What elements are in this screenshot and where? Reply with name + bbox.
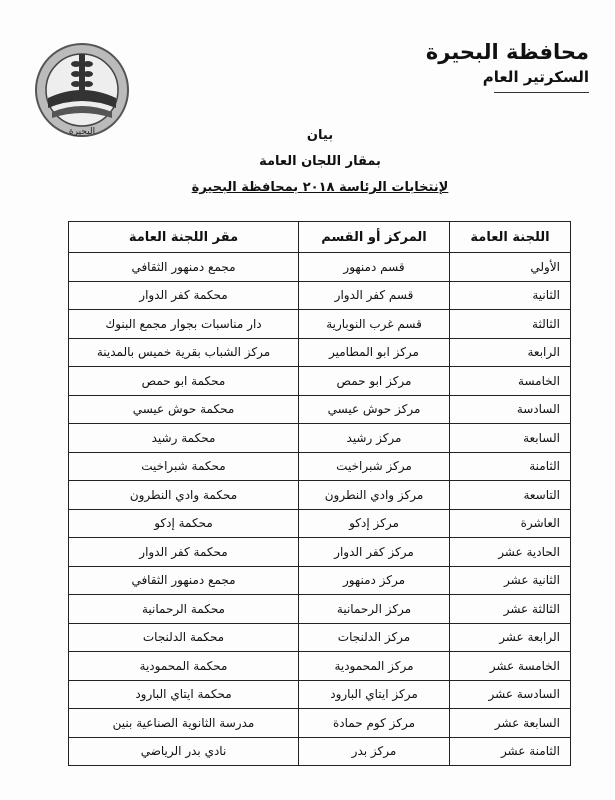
committee-cell: الرابعة عشر bbox=[450, 623, 571, 652]
location-cell: محكمة المحمودية bbox=[69, 652, 299, 681]
location-cell: محكمة ابو حمص bbox=[69, 367, 299, 396]
table-row bbox=[69, 595, 571, 624]
location-cell: نادي بدر الرياضي bbox=[69, 737, 299, 766]
location-cell: دار مناسبات بجوار مجمع البنوك bbox=[69, 310, 299, 339]
location-cell: مدرسة الثانوية الصناعية بنين bbox=[69, 709, 299, 738]
header-district: المركز أو القسم bbox=[299, 222, 450, 253]
table-row bbox=[69, 680, 571, 709]
location-cell: محكمة حوش عيسي bbox=[69, 395, 299, 424]
committee-cell: السابعة bbox=[450, 424, 571, 453]
table-row bbox=[69, 623, 571, 652]
location-cell: محكمة إدكو bbox=[69, 509, 299, 538]
location-cell: مجمع دمنهور الثقافي bbox=[69, 253, 299, 282]
table-row bbox=[69, 481, 571, 510]
location-cell: محكمة ايتاي البارود bbox=[69, 680, 299, 709]
location-cell: محكمة الدلنجات bbox=[69, 623, 299, 652]
committee-cell: الثالثة bbox=[450, 310, 571, 339]
table-row bbox=[69, 338, 571, 367]
table-body bbox=[69, 253, 571, 766]
committee-cell: السابعة عشر bbox=[450, 709, 571, 738]
district-cell: مركز كفر الدوار bbox=[299, 538, 450, 567]
table-row bbox=[69, 538, 571, 567]
location-cell: محكمة رشيد bbox=[69, 424, 299, 453]
committee-cell: السادسة عشر bbox=[450, 680, 571, 709]
location-cell: محكمة الرحمانية bbox=[69, 595, 299, 624]
district-cell: مركز إدكو bbox=[299, 509, 450, 538]
district-cell: مركز المحمودية bbox=[299, 652, 450, 681]
table-row bbox=[69, 452, 571, 481]
title-line-3: لإنتخابات الرئاسة ٢٠١٨ بمحافظة البحيرة bbox=[191, 180, 449, 195]
committee-cell: الثامنة bbox=[450, 452, 571, 481]
table-row bbox=[69, 566, 571, 595]
committee-cell: الأولي bbox=[450, 253, 571, 282]
location-cell: مجمع دمنهور الثقافي bbox=[69, 566, 299, 595]
governorate-name: محافظة البحيرة bbox=[425, 40, 589, 64]
district-cell: مركز شبراخيت bbox=[299, 452, 450, 481]
district-cell: مركز وادي النطرون bbox=[299, 481, 450, 510]
secretary-title: السكرتير العام bbox=[482, 68, 589, 86]
district-cell: مركز بدر bbox=[299, 737, 450, 766]
header-rule bbox=[494, 92, 589, 93]
committee-cell: الثانية bbox=[450, 281, 571, 310]
district-cell: قسم دمنهور bbox=[299, 253, 450, 282]
district-cell: مركز حوش عيسي bbox=[299, 395, 450, 424]
table-header-row bbox=[69, 222, 571, 253]
table-row bbox=[69, 737, 571, 766]
district-cell: قسم كفر الدوار bbox=[299, 281, 450, 310]
table-row bbox=[69, 509, 571, 538]
district-cell: مركز الرحمانية bbox=[299, 595, 450, 624]
header-location: مقر اللجنة العامة bbox=[69, 222, 299, 253]
location-cell: محكمة كفر الدوار bbox=[69, 538, 299, 567]
table-row bbox=[69, 709, 571, 738]
table-row bbox=[69, 253, 571, 282]
committee-cell: الثانية عشر bbox=[450, 566, 571, 595]
district-cell: مركز رشيد bbox=[299, 424, 450, 453]
table-row bbox=[69, 652, 571, 681]
committee-cell: الرابعة bbox=[450, 338, 571, 367]
location-cell: محكمة وادي النطرون bbox=[69, 481, 299, 510]
document-titles bbox=[160, 128, 480, 206]
committee-cell: السادسة bbox=[450, 395, 571, 424]
location-cell: مركز الشباب بقرية خميس بالمدينة bbox=[69, 338, 299, 367]
header-committee: اللجنة العامة bbox=[450, 222, 571, 253]
committees-table bbox=[68, 221, 571, 766]
table-row bbox=[69, 281, 571, 310]
district-cell: مركز ابو حمص bbox=[299, 367, 450, 396]
table-row bbox=[69, 395, 571, 424]
title-line-1: بيان bbox=[306, 128, 334, 143]
committee-cell: الخامسة عشر bbox=[450, 652, 571, 681]
committee-cell: الحادية عشر bbox=[450, 538, 571, 567]
logo-text: البحيرة bbox=[68, 127, 96, 137]
district-cell: مركز الدلنجات bbox=[299, 623, 450, 652]
committee-cell: الثامنة عشر bbox=[450, 737, 571, 766]
district-cell: مركز دمنهور bbox=[299, 566, 450, 595]
committee-cell: العاشرة bbox=[450, 509, 571, 538]
title-line-2: بمقار اللجان العامة bbox=[259, 154, 381, 169]
location-cell: محكمة كفر الدوار bbox=[69, 281, 299, 310]
location-cell: محكمة شبراخيت bbox=[69, 452, 299, 481]
committee-cell: الثالثة عشر bbox=[450, 595, 571, 624]
district-cell: مركز كوم حمادة bbox=[299, 709, 450, 738]
district-cell: مركز ابو المطامير bbox=[299, 338, 450, 367]
district-cell: مركز ايتاي البارود bbox=[299, 680, 450, 709]
committee-cell: التاسعة bbox=[450, 481, 571, 510]
district-cell: قسم غرب النوبارية bbox=[299, 310, 450, 339]
letterhead bbox=[426, 40, 589, 93]
committee-cell: الخامسة bbox=[450, 367, 571, 396]
table-row bbox=[69, 310, 571, 339]
table-row bbox=[69, 367, 571, 396]
table-row bbox=[69, 424, 571, 453]
governorate-logo bbox=[34, 34, 130, 146]
